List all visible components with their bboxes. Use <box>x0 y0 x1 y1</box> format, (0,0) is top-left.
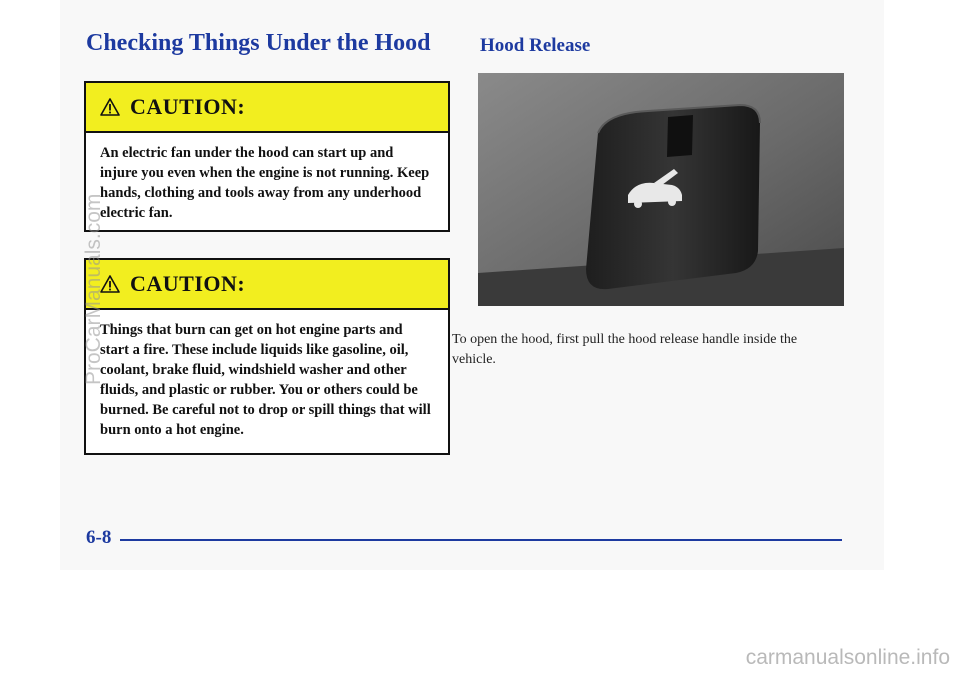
caution-label: CAUTION: <box>130 94 246 119</box>
hood-release-photo <box>478 73 844 306</box>
caution-text: Things that burn can get on hot engine parts and start a fire. These include liquids like gasoline, oil, coolant, brake fluid, windshield washer and other fluids, and plastic or rubber. You or others could be burned. Be careful not to drop or spill things that will burn onto a hot engine. <box>100 322 431 438</box>
caution-text: An electric fan under the hood can start up and injure you even when the engine is not running. Keep hands, clothing and tools away from any underhood electric fan. <box>100 145 430 221</box>
caution-header <box>86 260 448 310</box>
caution-box-hot-engine <box>84 258 450 455</box>
hood-release-instruction: To open the hood, first pull the hood release handle inside the vehicle. <box>452 332 798 367</box>
subsection-title: Hood Release <box>480 35 591 56</box>
caution-box-electric-fan <box>84 81 450 232</box>
warning-triangle-icon <box>100 98 120 116</box>
footer-rule <box>120 539 842 541</box>
hood-release-handle-image <box>478 73 844 306</box>
page-number: 6-8 <box>86 527 112 548</box>
bottom-watermark: carmanualsonline.info <box>745 646 950 669</box>
caution-label: CAUTION: <box>130 271 246 296</box>
section-title: Checking Things Under the Hood <box>86 30 431 56</box>
side-watermark: ProCarManuals.com <box>82 193 105 385</box>
caution-header <box>86 83 448 133</box>
